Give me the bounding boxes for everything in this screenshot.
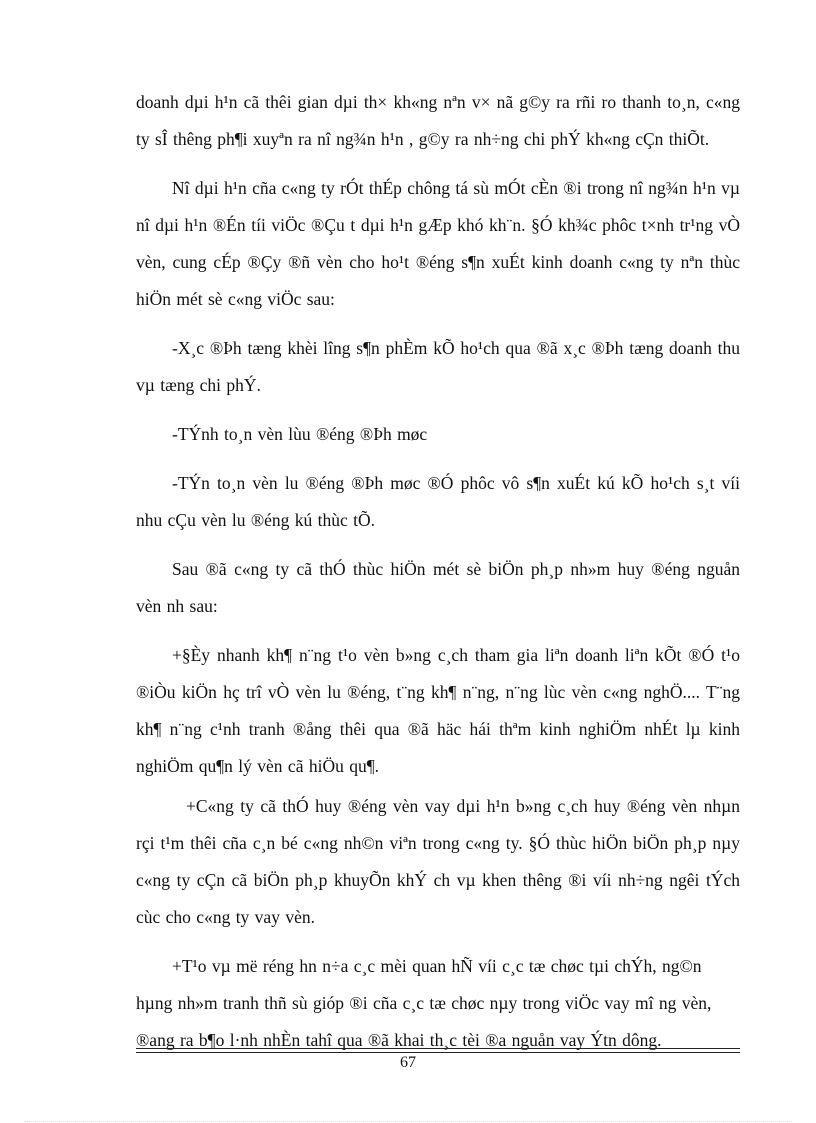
paragraph-3: -X¸c ®Þh tæng khèi lîng s¶n phÈm kÕ ho¹ch qua ®ã x¸c ®Þh tæng doanh thu vµ tæng chi phÝ.	[136, 338, 740, 395]
body-text	[136, 84, 740, 1071]
page-number: 67	[400, 1054, 416, 1071]
paragraph-5: -TÝn to¸n vèn lu ®éng ®Þh møc ®Ó phôc vô s¶n xuÉt kú kÕ ho¹ch s¸t víi nhu cÇu vèn lu ®éng kú thùc tÕ.	[136, 473, 740, 530]
paragraph-7: +§Èy nhanh kh¶ n¨ng t¹o vèn b»ng c¸ch tham gia liªn doanh liªn kÕt ®Ó t¹o ®iÒu kiÖn hç trî vÒ vèn lu ®éng, t¨ng kh¶ n¨ng, n¨ng lùc vèn c«ng nghÖ.... T¨ng kh¶ n¨ng c¹nh tranh ®ång thêi qua ®ã häc hái thªm kinh nghiÖm nhÉt lµ kinh nghiÖm qu¶n lý vèn cã hiÖu qu¶.	[136, 645, 740, 776]
footer-rule	[136, 1048, 740, 1049]
paragraph-2: Nî dµi h¹n cña c«ng ty rÓt thÉp chông tá sù mÓt cÈn ®i trong nî ng¾n h¹n vµ nî dµi h¹n ®Én tíi viÖc ®Çu t dµi h¹n gÆp khó kh¨n. §Ó kh¾c phôc t×nh tr¹ng vÒ vèn, cung cÉp ®Çy ®ñ vèn cho ho¹t ®éng s¶n xuÉt kinh doanh c«ng ty nªn thùc hiÖn mét sè c«ng viÖc sau:	[136, 178, 740, 309]
paragraph-1: doanh dµi h¹n cã thêi gian dµi th× kh«ng nªn v× nã g©y ra rñi ro thanh to¸n, c«ng ty sÎ thêng ph¶i xuyªn ra nî ng¾n h¹n , g©y ra nh÷ng chi phÝ kh«ng cÇn thiÕt.	[136, 92, 740, 149]
paragraph-8: +C«ng ty cã thÓ huy ®éng vèn vay dµi h¹n b»ng c¸ch huy ®éng vèn nhµn rçi t¹m thêi cña c¸n bé c«ng nh©n viªn trong c«ng ty. §Ó thùc hiÖn biÖn ph¸p nµy c«ng ty cÇn cã biÖn ph¸p khuyÕn khÝ ch vµ khen thêng ®i víi nh÷ng ngêi tÝch cùc cho c«ng ty vay vèn.	[136, 796, 740, 927]
page-bottom-edge	[24, 1121, 792, 1122]
paragraph-9: +T¹o vµ më réng hn n÷a c¸c mèi quan hÑ víi c¸c tæ chøc tµi chÝh, ng©n hµng nh»m tranh thñ sù gióp ®i cña c¸c tæ chøc nµy trong viÖc vay mî ng vèn, ®ang ra b¶o l·nh nhÈn tahî qua ®ã khai th¸c tèi ®a nguån vay Ýtn dông.	[136, 956, 712, 1050]
paragraph-4: -TÝnh to¸n vèn lùu ®éng ®Þh møc	[172, 424, 428, 444]
paragraph-6: Sau ®ã c«ng ty cã thÓ thùc hiÖn mét sè biÖn ph¸p nh»m huy ®éng nguån vèn nh sau:	[136, 559, 740, 616]
